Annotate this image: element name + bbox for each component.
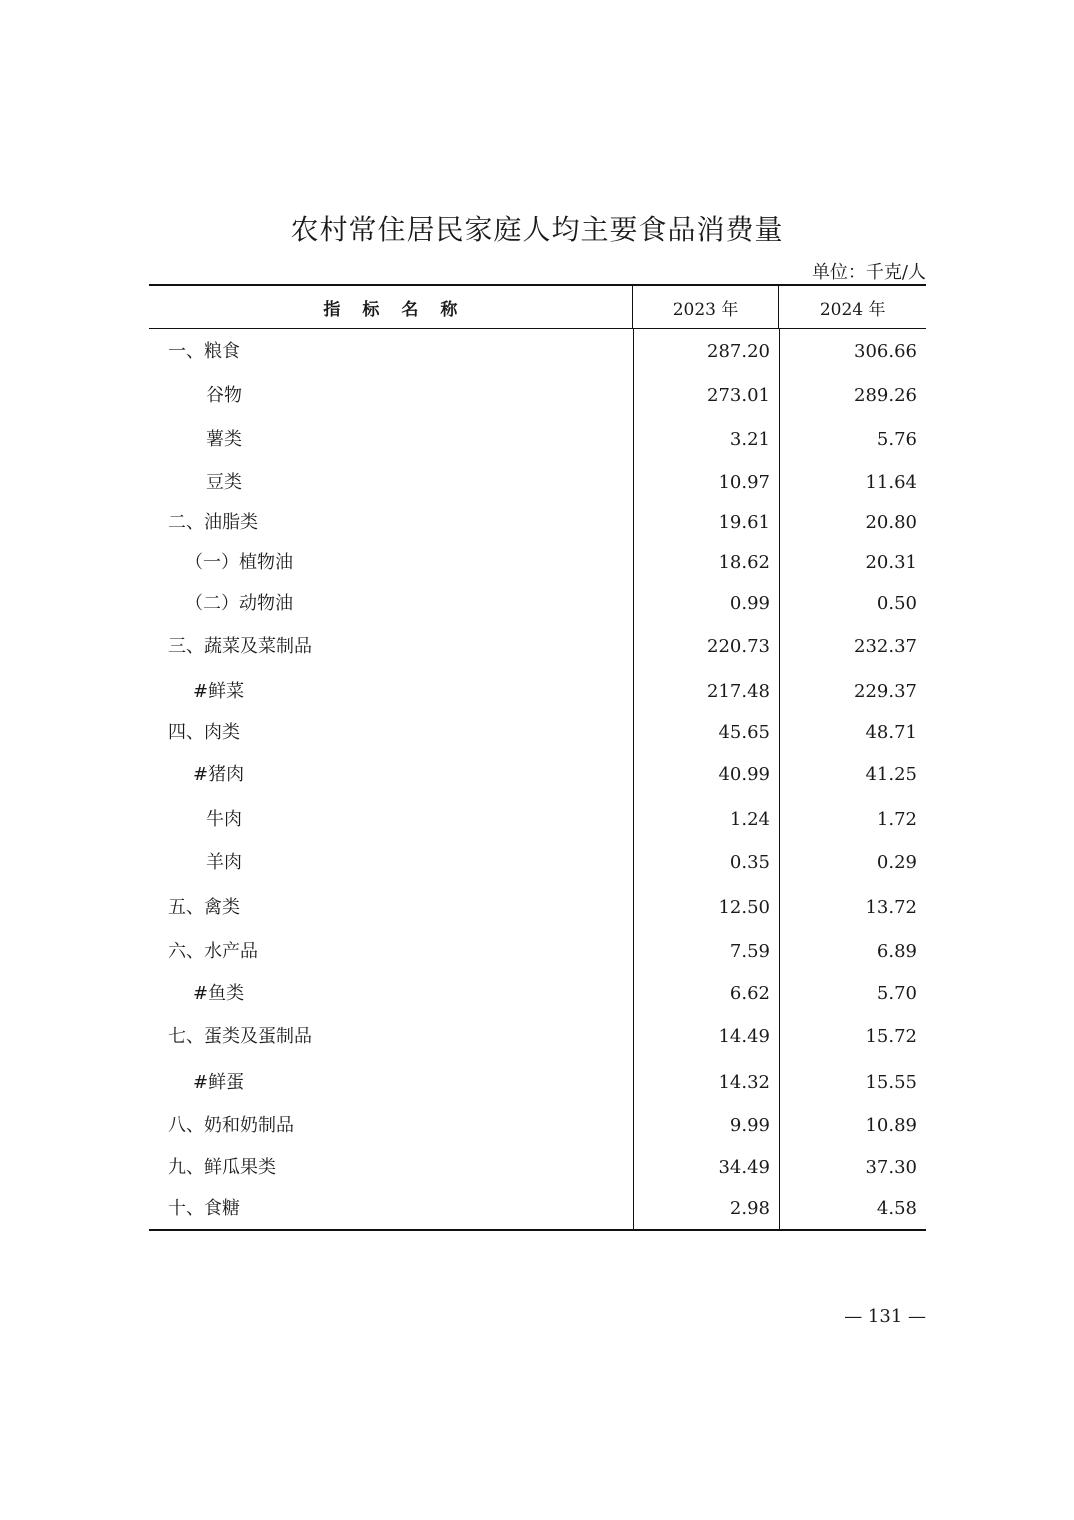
value-2023: 45.65 — [718, 722, 770, 743]
food-consumption-table — [149, 284, 926, 1231]
row-name: #鲜菜 — [193, 681, 245, 702]
table-row — [149, 893, 926, 923]
table-row — [149, 381, 926, 411]
value-2023: 34.49 — [718, 1157, 770, 1178]
value-2024: 13.72 — [865, 897, 917, 918]
value-2024: 0.50 — [876, 593, 917, 614]
row-name: （二）动物油 — [185, 593, 293, 614]
value-2024: 229.37 — [854, 681, 917, 702]
table-row — [149, 1068, 926, 1098]
table-row — [149, 848, 926, 878]
table-row — [149, 337, 926, 367]
row-name: 牛肉 — [206, 809, 242, 830]
row-name: #猪肉 — [193, 764, 245, 785]
row-name: 八、奶和奶制品 — [168, 1115, 294, 1136]
value-2023: 14.32 — [718, 1072, 770, 1093]
value-2023: 2.98 — [729, 1198, 770, 1219]
row-name: #鲜蛋 — [193, 1072, 245, 1093]
value-2023: 0.99 — [729, 593, 770, 614]
table-row — [149, 760, 926, 790]
value-2023: 1.24 — [729, 809, 770, 830]
value-2024: 4.58 — [876, 1198, 917, 1219]
value-2023: 273.01 — [707, 385, 770, 406]
row-name: 谷物 — [206, 385, 242, 406]
row-name: （一）植物油 — [185, 552, 293, 573]
header-indicator-name — [149, 286, 632, 328]
table-row — [149, 589, 926, 619]
table-row — [149, 508, 926, 538]
table-row — [149, 718, 926, 748]
table-row — [149, 468, 926, 498]
header-indicator-label: 指标名称 — [323, 299, 480, 320]
header-year-2024: 2024 年 — [778, 286, 926, 328]
value-2024: 20.80 — [865, 512, 917, 533]
value-2023: 0.35 — [729, 852, 770, 873]
value-2024: 20.31 — [865, 552, 917, 573]
value-2024: 289.26 — [854, 385, 917, 406]
value-2024: 37.30 — [865, 1157, 917, 1178]
row-name: 薯类 — [206, 429, 242, 450]
value-2023: 18.62 — [718, 552, 770, 573]
value-2024: 1.72 — [876, 809, 917, 830]
table-row — [149, 632, 926, 662]
value-2023: 14.49 — [718, 1026, 770, 1047]
table-row — [149, 1022, 926, 1052]
value-2024: 6.89 — [876, 941, 917, 962]
value-2023: 9.99 — [729, 1115, 770, 1136]
value-2024: 15.72 — [865, 1026, 917, 1047]
table-title: 农村常住居民家庭人均主要食品消费量 — [290, 213, 784, 246]
value-2024: 306.66 — [854, 341, 917, 362]
table-row — [149, 548, 926, 578]
unit-label: 单位：千克/人 — [811, 262, 926, 283]
table-row — [149, 677, 926, 707]
table-header — [149, 286, 926, 329]
value-2023: 220.73 — [707, 636, 770, 657]
value-2023: 7.59 — [729, 941, 770, 962]
row-name: 四、肉类 — [168, 722, 240, 743]
value-2023: 3.21 — [729, 429, 770, 450]
value-2023: 12.50 — [718, 897, 770, 918]
value-2024: 232.37 — [854, 636, 917, 657]
table-body — [149, 329, 926, 1229]
table-row — [149, 937, 926, 967]
value-2023: 40.99 — [718, 764, 770, 785]
value-2024: 10.89 — [865, 1115, 917, 1136]
row-name: 豆类 — [206, 472, 242, 493]
table-row — [149, 1111, 926, 1141]
row-name: 三、蔬菜及菜制品 — [168, 636, 312, 657]
row-name: 七、蛋类及蛋制品 — [168, 1026, 312, 1047]
row-name: #鱼类 — [193, 983, 245, 1004]
value-2023: 10.97 — [718, 472, 770, 493]
value-2024: 5.76 — [876, 429, 917, 450]
value-2024: 5.70 — [876, 983, 917, 1004]
table-row — [149, 979, 926, 1009]
table-row — [149, 425, 926, 455]
row-name: 二、油脂类 — [168, 512, 258, 533]
value-2023: 6.62 — [729, 983, 770, 1004]
value-2023: 287.20 — [707, 341, 770, 362]
value-2024: 15.55 — [865, 1072, 917, 1093]
value-2024: 41.25 — [865, 764, 917, 785]
row-name: 羊肉 — [206, 852, 242, 873]
table-row — [149, 805, 926, 835]
value-2024: 0.29 — [876, 852, 917, 873]
value-2024: 11.64 — [865, 472, 917, 493]
row-name: 九、鲜瓜果类 — [168, 1157, 276, 1178]
table-row — [149, 1153, 926, 1183]
table-row — [149, 1194, 926, 1224]
value-2024: 48.71 — [865, 722, 917, 743]
row-name: 一、粮食 — [168, 341, 240, 362]
value-2023: 217.48 — [707, 681, 770, 702]
row-name: 六、水产品 — [168, 941, 258, 962]
value-2023: 19.61 — [718, 512, 770, 533]
page-number: — 131 — — [844, 1306, 926, 1327]
row-name: 十、食糖 — [168, 1198, 240, 1219]
header-year-2023: 2023 年 — [632, 286, 779, 328]
row-name: 五、禽类 — [168, 897, 240, 918]
